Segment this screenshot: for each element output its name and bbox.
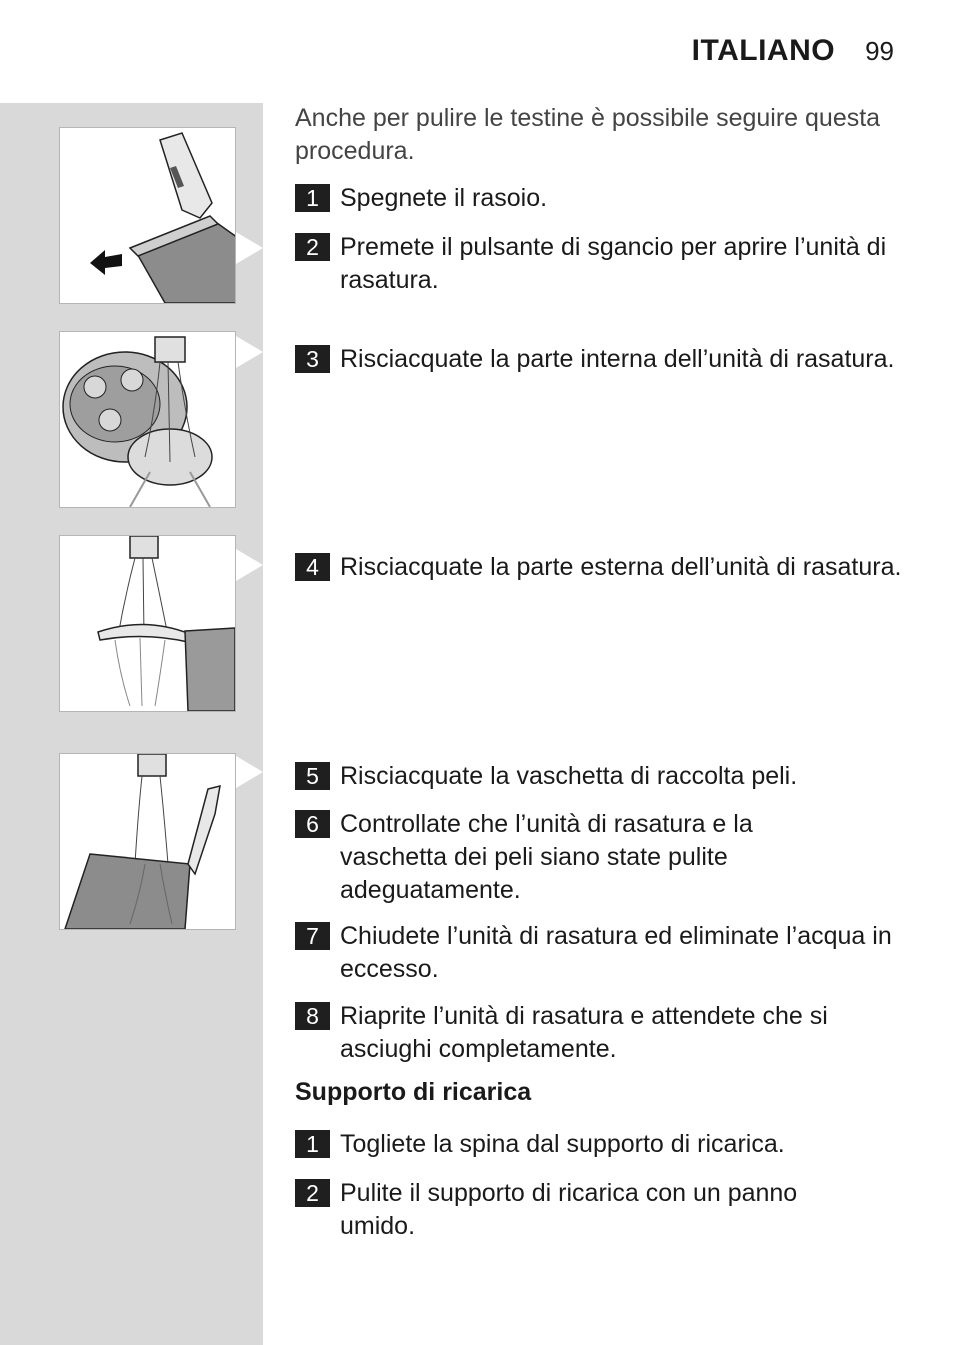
step-number: 5: [295, 762, 330, 790]
intro-paragraph: Anche per pulire le testine è possibile seguire questa procedura.: [295, 104, 881, 165]
step-5: [295, 760, 905, 793]
section-heading: Supporto di ricarica: [295, 1078, 532, 1106]
step-number: 4: [295, 553, 330, 581]
step-number: 7: [295, 922, 330, 950]
step-text: Risciacquate la parte esterna dell’unità di rasatura.: [340, 553, 902, 581]
step-text: Pulite il supporto di ricarica con un panno umido.: [340, 1179, 798, 1240]
step-4: [295, 551, 905, 584]
step-8: [295, 1000, 905, 1066]
step-number: 1: [295, 184, 330, 212]
illustration-open-shaving-unit: [59, 127, 236, 304]
step-number: 6: [295, 810, 330, 838]
step-number: 2: [295, 1179, 330, 1207]
figure-pointer: [236, 336, 263, 368]
step-6: [295, 808, 905, 907]
step-text: Chiudete l’unità di rasatura ed eliminate l’acqua in eccesso.: [340, 922, 892, 983]
step-number: 1: [295, 1130, 330, 1158]
step-text: Premete il pulsante di sgancio per aprire l’unità di rasatura.: [340, 233, 887, 294]
step-number: 8: [295, 1002, 330, 1030]
page-number: 99: [865, 36, 894, 66]
illustration-rinse-outside: [59, 535, 236, 712]
step-3: [295, 343, 905, 376]
step-number: 3: [295, 345, 330, 373]
charger-step-1: [295, 1128, 905, 1161]
step-text: Risciacquate la vaschetta di raccolta peli.: [340, 762, 798, 790]
figure-pointer: [236, 756, 263, 788]
step-number: 2: [295, 233, 330, 261]
step-text: Risciacquate la parte interna dell’unità di rasatura.: [340, 345, 895, 373]
step-7: [295, 920, 905, 986]
step-1: [295, 182, 905, 215]
step-text: Spegnete il rasoio.: [340, 184, 548, 212]
step-2: [295, 231, 905, 297]
step-text: Controllate che l’unità di rasatura e la vaschetta dei peli siano state pulite adeguatamente.: [340, 810, 753, 904]
illustration-rinse-inside: [59, 331, 236, 508]
step-text: Togliete la spina dal supporto di ricarica.: [340, 1130, 785, 1158]
page-header: [692, 34, 894, 68]
illustration-rinse-hair-chamber: [59, 753, 236, 930]
step-text: Riaprite l’unità di rasatura e attendete che si asciughi completamente.: [340, 1002, 828, 1063]
language-label: ITALIANO: [691, 34, 836, 67]
charger-step-2: [295, 1177, 905, 1243]
figure-pointer: [236, 549, 263, 581]
figure-pointer: [236, 232, 263, 264]
